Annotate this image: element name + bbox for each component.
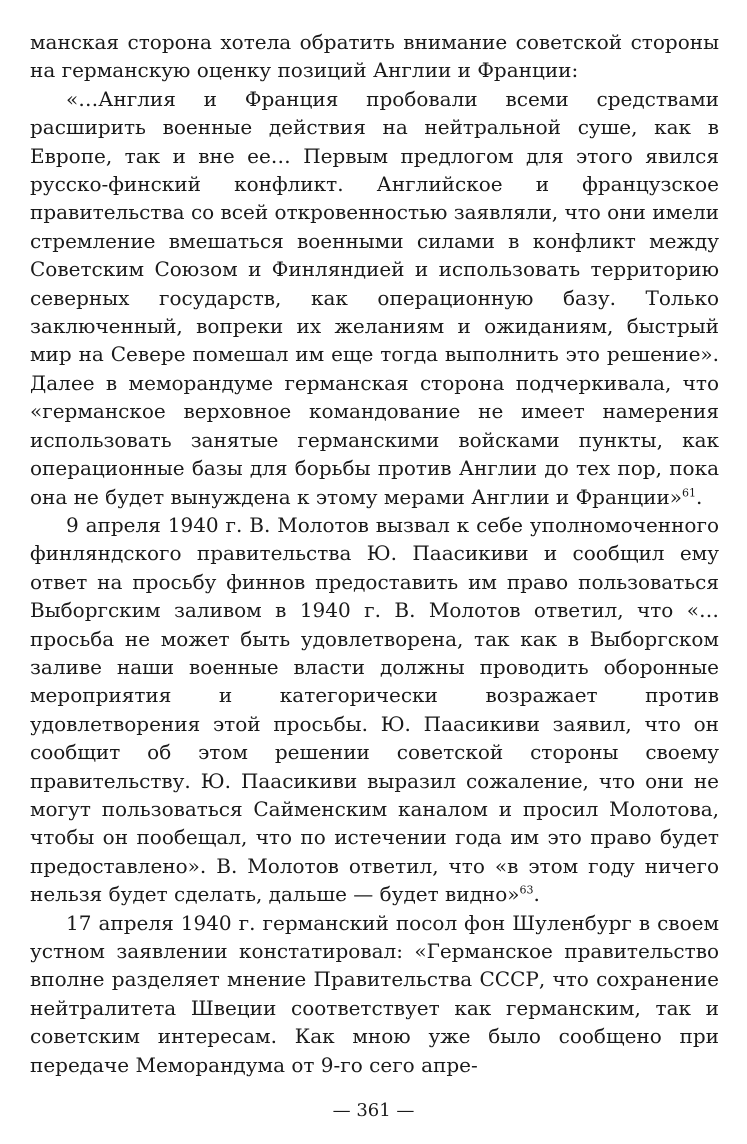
footnote-ref-61[interactable]: 61 [681, 485, 696, 499]
page-number: — 361 — [332, 1100, 415, 1121]
page-body [30, 28, 719, 1079]
paragraph-3-tail: . [533, 882, 540, 907]
footnote-ref-63[interactable]: 63 [519, 883, 534, 897]
paragraph-3-text: 9 апреля 1940 г. В. Молотов вызвал к себе уполномоченного финляндского правительства Ю. Паасикиви и сообщил ему ответ на просьбу финнов предоставить им право пользоваться Выборгским заливом в 1940 г. В. Молотов ответил, что «…просьба не может быть удовлетворена, так как в Выборгском заливе наши военные власти должны проводить оборонные мероприятия и категорически возражает против удовлетворения этой просьбы. Ю. Паасикиви заявил, что он сообщит об этом решении советской стороны своему правительству. Ю. Паасикиви выразил сожаление, что они не могут пользоваться Сайменским каналом и просил Молотова, чтобы он пообещал, что по истечении года им это право будет предоставлено». В. Молотов ответил, что «в этом году ничего нельзя будет сделать, дальше — будет видно» [30, 512, 719, 907]
paragraph-4-text: 17 апреля 1940 г. германский посол фон Шуленбург в своем устном заявлении констатировал: «Германское правительство вполне разделяет мнение Правительства СССР, что сохранение нейтралитета Швеции соответствует как германским, так и советским интересам. Как мною уже было сообщено при передаче Меморандума от 9-го сего апре- [30, 910, 719, 1077]
paragraph-1 [30, 28, 719, 85]
paragraph-2 [30, 85, 719, 511]
paragraph-1-text: манская сторона хотела обратить внимание советской стороны на германскую оценку позиций Англии и Франции: [30, 30, 719, 83]
paragraph-4 [30, 909, 719, 1079]
paragraph-3 [30, 511, 719, 909]
paragraph-2-text: «…Англия и Франция пробовали всеми средствами расширить военные действия на нейтральной суше, как в Европе, так и вне ее… Первым предлогом для этого явился русско-финский конфликт. Английское и французское правительства со всей откровенностью заявляли, что они имели стремление вмешаться военными силами в конфликт между Советским Союзом и Финляндией и использовать территорию северных государств, как операционную базу. Только заключенный, вопреки их желаниям и ожиданиям, быстрый мир на Севере помешал им еще тогда выполнить это решение». Далее в меморандуме германская сторона подчеркивала, что «германское верховное командование не имеет намерения использовать занятые германскими войсками пункты, как операционные базы для борьбы против Англии до тех пор, пока она не будет вынуждена к этому мерами Англии и Франции» [30, 86, 719, 509]
paragraph-2-tail: . [695, 484, 703, 509]
